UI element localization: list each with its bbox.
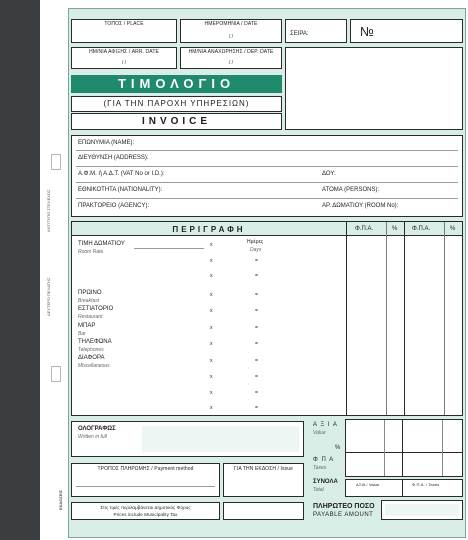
multiply-sign: x [210, 308, 213, 314]
invoice-subtitle: (ΓΙΑ ΤΗΝ ΠΑΡΟΧΗ ΥΠΗΡΕΣΙΩΝ) [71, 96, 282, 112]
in-words-sublabel: Written in full [78, 434, 107, 440]
date-separator: / / [121, 60, 127, 66]
multiply-sign: x [210, 390, 213, 396]
municipal-tax-note [71, 502, 220, 520]
telephones-label: ΤΗΛΕΦΩΝΑ [78, 339, 112, 345]
value-sublabel: Value [313, 430, 326, 436]
stamp-area [285, 47, 463, 130]
punch-hole [51, 366, 61, 382]
payment-method-field[interactable] [71, 463, 220, 497]
days-sublabel: Days [250, 247, 262, 253]
punch-hole [51, 154, 61, 170]
stub-copy-label: ΔΕΥΤΕΡΟ ΠΕΛΑΤΗΣ [46, 277, 51, 316]
multiply-sign: x [210, 292, 213, 298]
breakfast-label: ΠΡΩΙΝΟ [78, 290, 102, 296]
date-separator: / / [228, 34, 234, 40]
multiply-sign: x [210, 405, 213, 411]
payment-method-label: ΤΡΟΠΟΣ ΠΛΗΡΩΜΗΣ / Payment method [97, 466, 194, 472]
vat-column-label: Φ.Π.Α. / Taxes [412, 482, 440, 487]
value-column-label: ΑΞΙΑ / Value [356, 482, 380, 487]
multiply-sign: x [210, 374, 213, 380]
multiply-sign: x [210, 358, 213, 364]
date-field[interactable] [180, 19, 282, 43]
customer-doy-label: ΔΟΥ: [322, 171, 336, 177]
room-rate-sublabel: Room Rate [78, 249, 104, 255]
number-sign: № [360, 24, 374, 39]
customer-persons-label: ΑΤΟΜΑ (PERSONS): [322, 187, 380, 193]
multiply-sign: x [210, 258, 213, 264]
multiply-sign: x [210, 325, 213, 331]
total-label: ΣΥΝΟΛΑ [313, 479, 338, 485]
municipal-tax-text-en: Prices include Municipality Tax [113, 512, 178, 517]
equals-sign: = [255, 292, 258, 298]
customer-nationality-label: ΕΘΝΙΚΟΤΗΤΑ (NATIONALITY): [78, 187, 163, 193]
place-field[interactable] [71, 19, 177, 43]
payable-amount-sublabel: PAYABLE AMOUNT [313, 512, 374, 518]
days-label: Ημέρες [247, 239, 264, 245]
vat-sublabel: Taxes [313, 465, 327, 471]
misc-label: ΔΙΑΦΟΡΑ [78, 355, 105, 361]
vat-label: Φ Π Α [313, 457, 335, 463]
vat-header: Φ.Π.Α. [412, 226, 431, 232]
equals-sign: = [255, 325, 258, 331]
equals-sign: = [255, 273, 258, 279]
date-separator: / / [228, 60, 234, 66]
departure-label: ΗΜ/ΝΙΑ ΑΝΑΧΩΡΗΣΗΣ / DEP. DATE [188, 49, 274, 55]
date-label: ΗΜΕΡΟΜΗΝΙΑ / DATE [204, 21, 258, 27]
equals-sign: = [255, 390, 258, 396]
percent-header: % [450, 226, 456, 232]
customer-agency-label: ΠΡΑΚΤΟΡΕΙΟ (AGENCY): [78, 203, 150, 209]
equals-sign: = [255, 405, 258, 411]
multiply-sign: x [210, 273, 213, 279]
telephones-sublabel: Telephones [78, 347, 104, 353]
multiply-sign: x [210, 341, 213, 347]
series-label: ΣΕΙΡΑ: [290, 31, 309, 37]
value-label: Α Ξ Ι Α [313, 422, 338, 428]
room-rate-label: ΤΙΜΗ ΔΩΜΑΤΙΟΥ [78, 241, 125, 247]
restaurant-sublabel: Restaurant [78, 314, 103, 320]
bar-label: ΜΠΑΡ [78, 323, 96, 329]
arrival-label: ΗΜ/ΝΙΑ ΑΦΙΞΗΣ / ARR. DATE [89, 49, 159, 55]
equals-sign: = [255, 374, 258, 380]
departure-date-field[interactable] [180, 47, 282, 69]
total-sublabel: Total [313, 487, 324, 493]
amount-in-words-field[interactable] [71, 421, 304, 457]
payable-amount-label: ΠΛΗΡΩΤΕΟ ΠΟΣΟ [313, 503, 375, 510]
customer-address-label: ΔΙΕΥΘΥΝΣΗ (ADDRESS): [78, 155, 149, 161]
binding-spine [0, 0, 40, 540]
bar-sublabel: Bar [78, 331, 86, 337]
restaurant-label: ΕΣΤΙΑΤΟΡΙΟ [78, 306, 114, 312]
totals-grid [345, 419, 463, 477]
breakfast-sublabel: Breakfast [78, 298, 100, 304]
customer-name-label: ΕΠΩΝΥΜΙΑ (NAME): [78, 140, 135, 146]
arrival-date-field[interactable] [71, 47, 177, 69]
invoice-title-greek: ΤΙΜΟΛΟΓΙΟ [71, 75, 282, 93]
issue-field[interactable] [223, 463, 304, 497]
tear-stub [40, 0, 68, 540]
customer-vat-label: Α.Φ.Μ. ή Α.Δ.Τ. (VAT No or I.D.): [78, 171, 165, 177]
invoice-title-english: INVOICE [71, 113, 282, 130]
in-words-label: ΟΛΟΓΡΑΦΩΣ [78, 426, 116, 432]
signature-area [223, 502, 304, 520]
items-table [71, 221, 463, 416]
equals-sign: = [255, 341, 258, 347]
municipal-tax-text: Στις τιμές περιλαμβάνεται Δημοτικός Φόρος [100, 505, 191, 510]
place-label: ΤΟΠΟΣ / PLACE [104, 21, 144, 27]
customer-room-label: ΑΡ. ΔΩΜΑΤΙΟΥ (ROOM No): [322, 203, 399, 209]
misc-sublabel: Miscellaneous [78, 363, 110, 369]
totals-row [345, 479, 463, 497]
equals-sign: = [255, 308, 258, 314]
invoice-sheet [68, 8, 466, 538]
series-field[interactable] [285, 19, 347, 43]
multiply-sign: x [210, 242, 213, 248]
vat-header: Φ.Π.Α. [355, 226, 374, 232]
number-field[interactable] [350, 19, 463, 43]
equals-sign: = [255, 358, 258, 364]
payable-amount-field[interactable] [381, 500, 463, 520]
issue-label: ΓΙΑ ΤΗΝ ΕΚΔΟΣΗ / Issue [234, 466, 293, 472]
percent-header: % [392, 226, 398, 232]
publisher-label: ΕΚΔΟΣΕΙΣ [58, 489, 63, 510]
equals-sign: = [255, 258, 258, 264]
stub-copy-label: ΑΝΤΙΤΥΠΟ ΣΤΕΛΕΧΟΣ [46, 189, 51, 232]
description-header: ΠΕΡΙΓΡΑΦΗ [172, 225, 246, 234]
percent-label: % [335, 445, 341, 451]
customer-block [71, 135, 463, 217]
